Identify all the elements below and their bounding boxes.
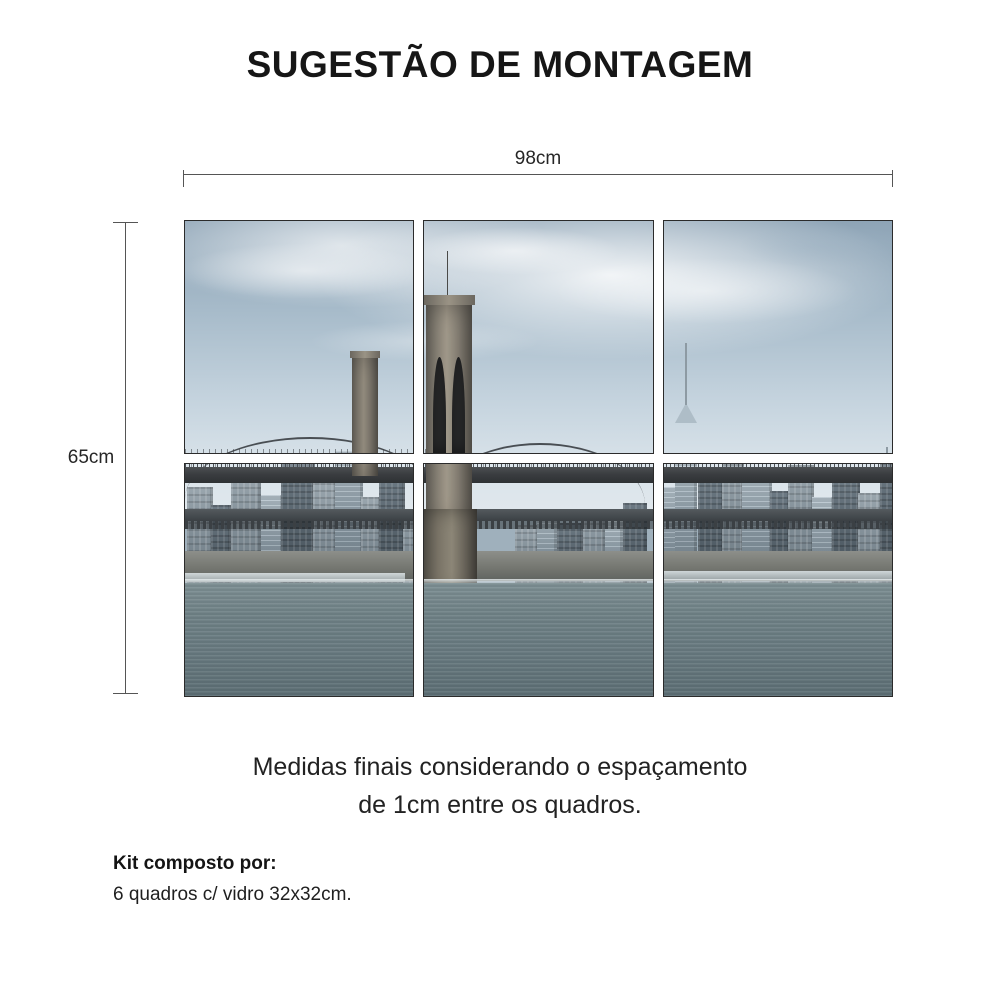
height-dimension-line [125,222,126,694]
panel-top-left [184,220,414,454]
page-title: SUGESTÃO DE MONTAGEM [246,44,754,85]
panel-viewport [664,221,892,453]
panel-viewport [185,464,413,696]
panel-bottom-left [184,463,414,697]
panel-grid [184,220,893,697]
caption-line-2: de 1cm entre os quadros. [358,791,642,819]
kit-items: 6 quadros c/ vidro 32x32cm. [113,884,352,905]
width-dimension-line [183,174,893,175]
height-dimension-label: 65cm [60,443,122,473]
height-dimension-cap-top [113,222,138,223]
width-dimension-label: 98cm [505,148,571,169]
artwork [664,464,892,696]
panel-viewport [185,221,413,453]
panel-viewport [664,464,892,696]
panel-top-center [423,220,653,454]
caption [0,748,1000,824]
panel-bottom-center [423,463,653,697]
clouds [185,221,413,453]
height-dimension-cap-bottom [113,693,138,694]
artwork [185,221,413,453]
width-dimension [183,148,893,190]
artwork [185,464,413,696]
artwork [424,464,652,696]
panel-viewport [424,221,652,453]
artwork [424,221,652,453]
width-dimension-label-wrap [183,148,893,170]
artwork [664,221,892,453]
panel-top-right [663,220,893,454]
kit-info [113,853,713,906]
panel-viewport [424,464,652,696]
kit-title: Kit composto por: [113,853,277,874]
caption-line-1: Medidas finais considerando o espaçamento [252,753,748,781]
height-dimension [60,222,180,694]
panel-bottom-right [663,463,893,697]
